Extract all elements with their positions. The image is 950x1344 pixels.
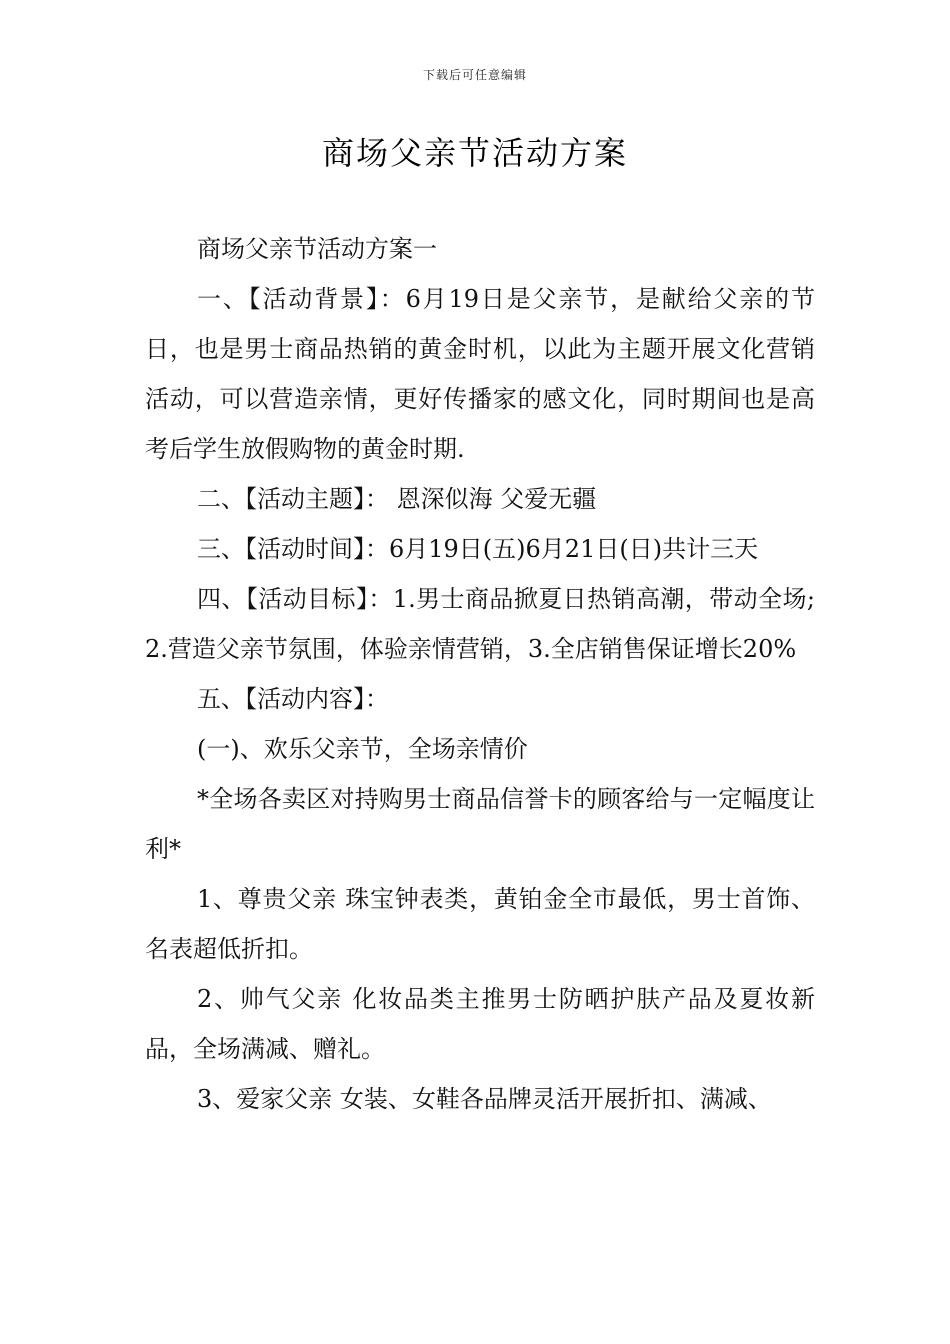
document-body [145,224,815,1124]
paragraph-goals: 四、【活动目标】：1.男士商品掀夏日热销高潮，带动全场;2.营造父亲节氛围，体验亲情营销，3.全店销售保证增长20% [145,585,815,663]
paragraph-discount-note: *全场各卖区对持购男士商品信誉卡的顾客给与一定幅度让利* [145,785,815,863]
paragraph-item-1: 1、尊贵父亲 珠宝钟表类，黄铂金全市最低，男士首饰、名表超低折扣。 [145,885,815,963]
paragraph-background: 一、【活动背景】：6月19日是父亲节，是献给父亲的节日，也是男士商品热销的黄金时机，以此为主题开展文化营销活动，可以营造亲情，更好传播家的感文化，同时期间也是高考后学生放假购物的黄金时期. [145,285,815,463]
paragraph-subtitle: 商场父亲节活动方案一 [197,235,437,263]
paragraph-content-heading: 五、【活动内容】： [197,685,389,713]
paragraph-item-3: 3、爱家父亲 女装、女鞋各品牌灵活开展折扣、满减、 [197,1085,772,1113]
header-note: 下载后可任意编辑 [422,68,527,82]
paragraph-item-2: 2、帅气父亲 化妆品类主推男士防晒护肤产品及夏妆新品，全场满减、赠礼。 [145,985,815,1063]
paragraph-time: 三、【活动时间】：6月19日(五)6月21日(日)共计三天 [197,535,759,563]
document-title: 商场父亲节活动方案 [321,134,628,172]
paragraph-theme: 二、【活动主题】： 恩深似海 父爱无疆 [197,485,597,513]
paragraph-section-one: (一)、欢乐父亲节，全场亲情价 [197,735,528,763]
